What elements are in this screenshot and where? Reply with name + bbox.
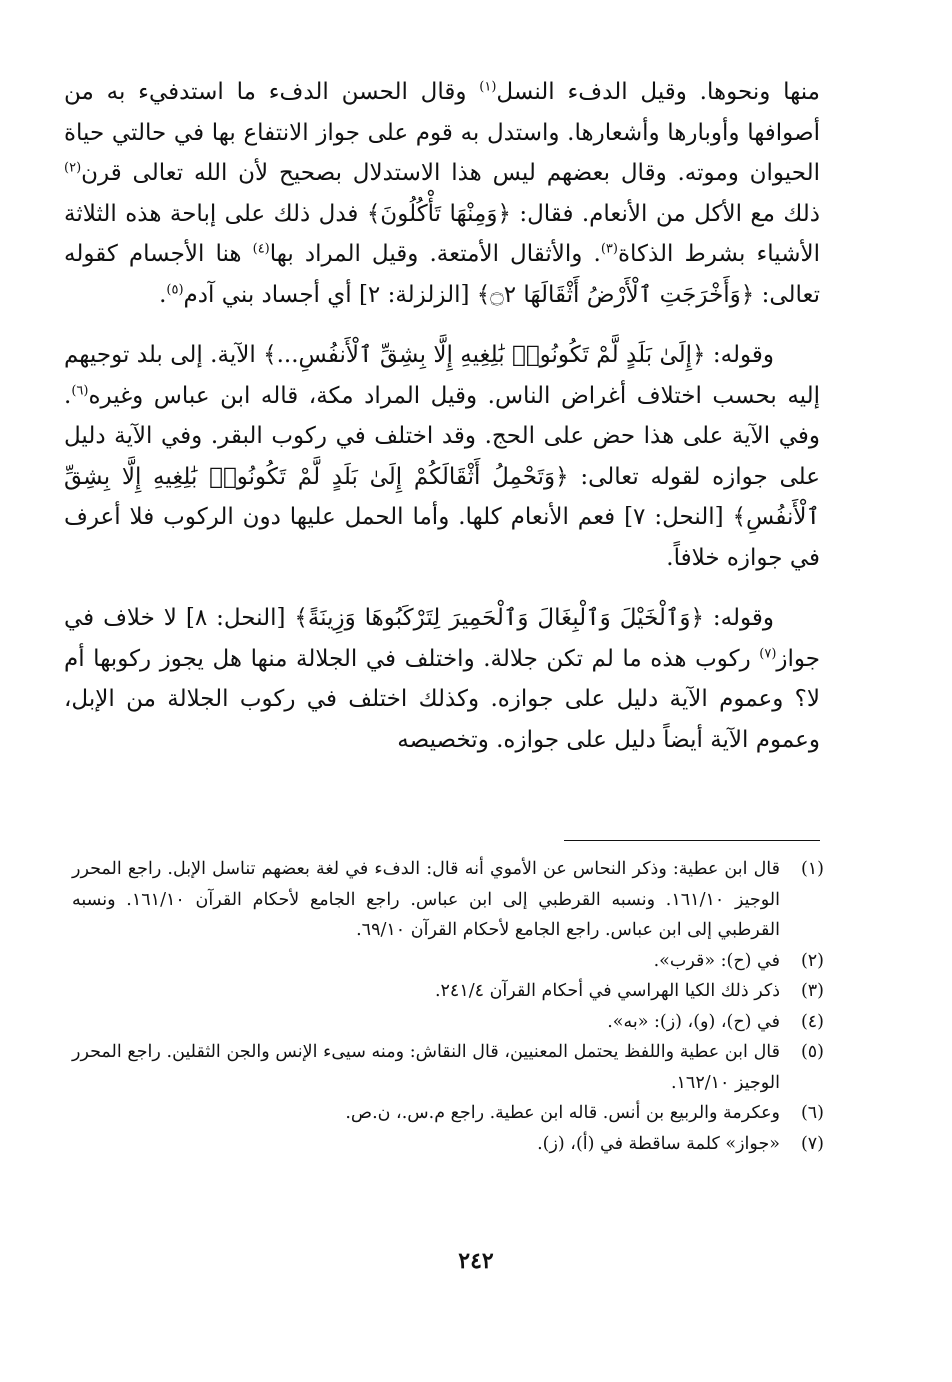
text-segment: وقوله: ﴿وَٱلْخَيْلَ وَٱلْبِغَالَ وَٱلْحَمِيرَ لِتَرْكَبُوهَا وَزِينَةً﴾ [النحل: ٨] لا خلاف في جواز xyxy=(64,605,820,672)
paragraph xyxy=(64,72,820,315)
footnote xyxy=(72,946,824,977)
footnote-text: في (ح)، (و)، (ز): «به». xyxy=(607,1011,780,1032)
footnote-marker[interactable]: (٥) xyxy=(166,281,184,297)
footnote-number: (٦) xyxy=(800,1103,824,1123)
footnote-number: (٥) xyxy=(800,1042,824,1062)
text-segment: . xyxy=(159,281,167,308)
text-segment: هنا الأجسام كقوله تعالى: ﴿وَأَخْرَجَتِ ٱلْأَرْضُ أَثْقَالَهَا ۝٢﴾ [الزلزلة: ٢] أي أجساد بني آدم xyxy=(64,241,820,308)
footnote-text: «جواز» كلمة ساقطة في (أ)، (ز). xyxy=(537,1133,780,1154)
footnote xyxy=(72,976,824,1007)
footnote-text: قال ابن عطية واللفظ يحتمل المعنيين، قال النقاش: ومنه سيىء الإنس والجن الثقلين. راجع المحرر الوجيز ١٦٢/١٠. xyxy=(72,1042,780,1093)
footnote-number: (٧) xyxy=(800,1133,824,1154)
footnote xyxy=(72,1098,824,1129)
footnote-marker[interactable]: (٢) xyxy=(64,160,82,176)
footnote-number: (١) xyxy=(800,859,824,879)
body-text xyxy=(64,72,820,760)
footnote-separator xyxy=(564,840,820,841)
text-segment: . والأثقال الأمتعة. وقيل المراد بها xyxy=(269,241,601,267)
footnote-marker[interactable]: (٤) xyxy=(252,241,270,257)
page-number: ٢٤٢ xyxy=(458,1248,494,1274)
text-segment: ذلك مع الأكل من الأنعام. فقال: ﴿وَمِنْهَا تَأْكُلُونَ﴾ فدل ذلك على إباحة هذه الثلاثة الأشياء بشرط الذكاة xyxy=(64,200,821,267)
text-segment: ركوب هذه ما لم تكن جلالة. واختلف في الجلالة منها هل يجوز ركوبها أم لا؟ وعموم الآية دليل على جوازه. وكذلك اختلف في ركوب الجلالة من الإبل، وعموم الآية أيضاً دليل على جوازه. وتخصيصه xyxy=(64,645,820,753)
footnote-marker[interactable]: (٣) xyxy=(600,241,618,257)
footnote xyxy=(72,854,824,946)
footnote-text: ذكر ذلك الكيا الهراسي في أحكام القرآن ٢٤١/٤. xyxy=(434,981,780,1001)
footnote xyxy=(72,1037,824,1098)
main-text xyxy=(64,72,820,760)
paragraph xyxy=(64,335,820,578)
footnote-text: وعكرمة والربيع بن أنس. قاله ابن عطية. راجع م.س.، ن.ص. xyxy=(345,1103,780,1123)
text-segment: . وفي الآية على هذا حض على الحج. وقد اختلف في ركوب البقر. وفي الآية دليل على جوازه لقوله تعالى: ﴿وَتَحْمِلُ أَثْقَالَكُمْ إِلَىٰ بَلَدٍ لَّمْ تَكُونُوا۟ بَٰلِغِيهِ إِلَّا بِشِقِّ ٱلْأَنفُسِ﴾ [النحل: ٧] فعم الأنعام كلها. وأما الحمل عليها دون الركوب فلا أعرف في جوازه خلافاً. xyxy=(64,382,820,571)
footnote-number: (٢) xyxy=(800,950,824,971)
footnote-marker[interactable]: (١) xyxy=(479,79,497,95)
paragraph xyxy=(64,598,820,760)
footnotes xyxy=(72,854,824,1159)
footnote-text: قال ابن عطية: وذكر النحاس عن الأموي أنه قال: الدفء في لغة بعضهم تناسل الإبل. راجع المحرر الوجيز ١٦١/١٠. ونسبه القرطبي إلى ابن عباس. راجع الجامع لأحكام القرآن ١٦١/١٠. ونسبه القرطبي إلى ابن عباس. راجع الجامع لأحكام القرآن ٦٩/١٠. xyxy=(72,859,780,940)
footnote-number: (٤) xyxy=(800,1011,824,1032)
footnote xyxy=(72,1129,824,1160)
footnote-marker[interactable]: (٦) xyxy=(71,382,89,398)
text-segment: وقال الحسن الدفء ما استدفيء به من أصوافها وأوبارها وأشعارها. واستدل به قوم على جواز الانتفاع بها في حالتي حياة الحيوان وموته. وقال بعضهم ليس هذا الاستدلال بصحيح لأن الله تعالى قرن xyxy=(64,79,820,186)
footnote-number: (٣) xyxy=(800,981,824,1001)
footnote-marker[interactable]: (٧) xyxy=(759,645,777,661)
text-segment: منها ونحوها. وقيل الدفء النسل xyxy=(496,79,820,105)
footnote-text: في (ح): «قرب». xyxy=(653,950,780,971)
footnote xyxy=(72,1007,824,1038)
text-segment: وقوله: ﴿إِلَىٰ بَلَدٍ لَّمْ تَكُونُوا۟ بَٰلِغِيهِ إِلَّا بِشِقِّ ٱلْأَنفُسِ...﴾ الآية. إلى بلد توجيهم إليه بحسب اختلاف أغراض الناس. وقيل المراد مكة، قاله ابن عباس وغيره xyxy=(64,342,820,409)
